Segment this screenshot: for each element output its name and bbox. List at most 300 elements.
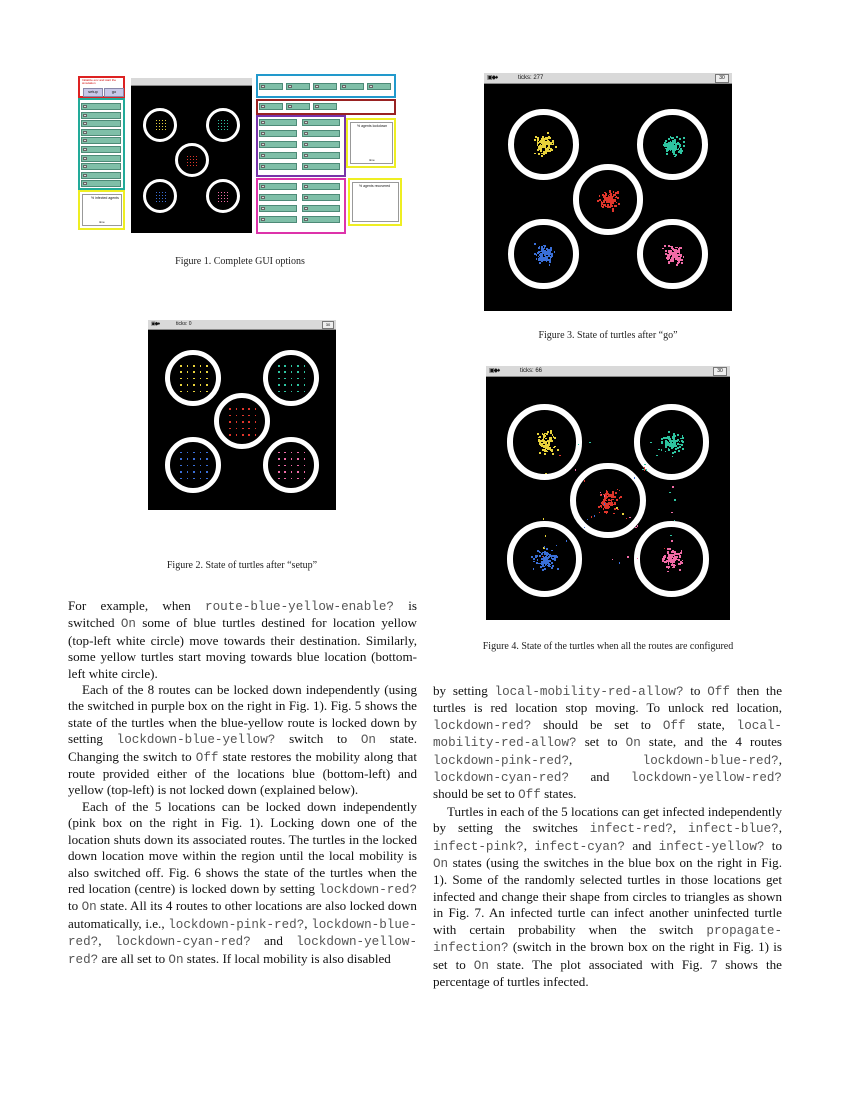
turtle-cyan — [218, 129, 219, 130]
turtle-pink — [668, 568, 670, 570]
turtle-red — [612, 491, 614, 493]
turtle-blue — [547, 250, 549, 252]
turtle-blue — [539, 262, 541, 264]
turtle-pink — [224, 192, 225, 193]
code-term: On — [433, 857, 449, 872]
view-controls-icon[interactable]: ▣◆♦ — [151, 321, 160, 327]
turtle-pink — [678, 258, 680, 260]
go-button[interactable]: go — [104, 88, 124, 97]
turtle-blue — [539, 563, 541, 565]
turtle-pink — [668, 257, 670, 259]
turtle-red — [187, 165, 188, 166]
turtle-pink — [674, 565, 676, 567]
turtle-yellow — [156, 120, 157, 121]
gui-switch[interactable] — [81, 120, 121, 127]
code-term: On — [120, 617, 136, 632]
gui-switch[interactable] — [302, 141, 340, 148]
lockdown-plot-title: % agents lockdown — [357, 124, 388, 128]
view-controls-icon[interactable]: ▣◆♦ — [489, 368, 500, 374]
turtle-yellow — [548, 150, 550, 152]
turtle-yellow — [180, 384, 182, 386]
turtle-blue — [619, 562, 621, 564]
turtle-pink — [673, 248, 675, 250]
turtle-cyan — [681, 440, 683, 442]
turtle-red — [609, 494, 611, 496]
turtle-pink — [665, 250, 667, 252]
turtle-blue — [539, 552, 541, 554]
turtle-blue — [187, 471, 189, 473]
turtle-blue — [180, 478, 182, 480]
gui-switch[interactable] — [259, 103, 283, 110]
turtle-cyan — [646, 469, 648, 471]
gui-switch[interactable] — [302, 163, 340, 170]
turtle-blue — [206, 471, 208, 473]
turtle-blue — [200, 471, 202, 473]
turtle-cyan — [663, 144, 665, 146]
gui-switch[interactable] — [259, 130, 297, 137]
turtle-blue — [544, 546, 546, 548]
turtle-cyan — [673, 143, 675, 145]
code-term: lockdown-blue-red? — [68, 917, 417, 950]
turtle-yellow — [180, 371, 182, 373]
turtle-cyan — [297, 365, 299, 367]
gui-switch[interactable] — [259, 205, 297, 212]
turtle-red — [591, 516, 593, 518]
turtle-pink — [221, 192, 222, 193]
turtle-blue — [162, 198, 163, 199]
turtle-red — [542, 556, 544, 558]
turtle-pink — [668, 245, 670, 247]
gui-switch[interactable] — [313, 83, 337, 90]
turtle-blue — [550, 560, 552, 562]
turtle-yellow — [539, 436, 541, 438]
turtle-yellow — [538, 147, 540, 149]
turtle-red — [620, 496, 622, 498]
gui-switch[interactable] — [81, 155, 121, 162]
gui-switch[interactable] — [81, 137, 121, 144]
turtle-yellow — [616, 507, 618, 509]
turtle-blue — [566, 540, 568, 542]
turtle-yellow — [539, 452, 541, 454]
turtle-pink — [667, 552, 669, 554]
turtle-cyan — [670, 535, 672, 537]
turtle-blue — [187, 458, 189, 460]
turtle-blue — [548, 563, 550, 565]
turtle-yellow — [162, 120, 163, 121]
turtle-red — [626, 518, 628, 520]
turtle-cyan — [672, 152, 674, 154]
turtle-blue — [541, 561, 543, 563]
turtle-cyan — [672, 145, 674, 147]
turtle-red — [611, 495, 613, 497]
turtle-cyan — [224, 123, 225, 124]
turtle-red — [601, 202, 603, 204]
gui-switch[interactable] — [81, 129, 121, 136]
turtle-red — [604, 192, 606, 194]
turtle-yellow — [549, 137, 551, 139]
turtle-pink — [668, 566, 670, 568]
gui-switch[interactable] — [286, 83, 310, 90]
turtle-blue — [634, 477, 636, 479]
turtle-blue — [193, 465, 195, 467]
gui-switch[interactable] — [81, 163, 121, 170]
turtle-pink — [664, 556, 666, 558]
turtle-yellow — [193, 365, 195, 367]
turtle-yellow — [541, 155, 543, 157]
turtle-red — [664, 548, 666, 550]
turtle-pink — [637, 525, 639, 527]
turtle-blue — [546, 256, 548, 258]
turtle-yellow — [534, 153, 536, 155]
turtle-red — [607, 202, 609, 204]
turtle-blue — [538, 251, 540, 253]
turtle-pink — [670, 261, 672, 263]
turtle-yellow — [540, 443, 542, 445]
turtle-yellow — [206, 378, 208, 380]
turtle-blue — [162, 195, 163, 196]
turtle-yellow — [180, 365, 182, 367]
turtle-pink — [670, 253, 672, 255]
gui-switch[interactable] — [286, 103, 310, 110]
gui-switch[interactable] — [81, 180, 121, 187]
turtle-cyan — [674, 442, 676, 444]
turtle-yellow — [193, 371, 195, 373]
turtle-red — [196, 156, 197, 157]
turtle-yellow — [557, 449, 559, 451]
turtle-cyan — [669, 492, 671, 494]
turtle-blue — [206, 452, 208, 454]
turtle-blue — [537, 559, 539, 561]
turtle-yellow — [187, 365, 189, 367]
turtle-red — [187, 159, 188, 160]
turtle-cyan — [221, 129, 222, 130]
turtle-cyan — [291, 378, 293, 380]
turtle-red — [599, 512, 601, 514]
turtle-pink — [297, 478, 299, 480]
turtle-yellow — [180, 378, 182, 380]
turtle-cyan — [278, 371, 280, 373]
gui-switch[interactable] — [340, 83, 364, 90]
turtle-yellow — [542, 146, 544, 148]
turtle-red — [229, 408, 231, 410]
turtle-blue — [200, 465, 202, 467]
turtle-blue — [159, 198, 160, 199]
turtle-yellow — [545, 149, 547, 151]
gui-switch[interactable] — [81, 146, 121, 153]
turtle-pink — [291, 458, 293, 460]
turtle-cyan — [291, 365, 293, 367]
turtle-blue — [180, 452, 182, 454]
figure-3-caption: Figure 3. State of turtles after “go” — [538, 330, 678, 341]
turtle-pink — [667, 256, 669, 258]
gui-switch[interactable] — [259, 216, 297, 223]
turtle-pink — [221, 198, 222, 199]
turtle-blue — [549, 261, 551, 263]
gui-switch[interactable] — [302, 119, 340, 126]
turtle-cyan — [682, 448, 684, 450]
turtle-blue — [165, 201, 166, 202]
turtle-yellow — [546, 451, 548, 453]
turtle-cyan — [677, 434, 679, 436]
gui-world-view — [131, 78, 252, 233]
turtle-cyan — [675, 141, 677, 143]
turtle-yellow — [545, 152, 547, 154]
turtle-yellow — [193, 378, 195, 380]
turtle-cyan — [227, 123, 228, 124]
turtle-cyan — [672, 436, 674, 438]
turtle-yellow — [537, 433, 539, 435]
code-term: lockdown-blue-yellow? — [116, 733, 276, 748]
turtle-red — [242, 415, 244, 417]
code-term: On — [473, 958, 489, 973]
turtle-blue — [187, 452, 189, 454]
turtle-red — [229, 434, 231, 436]
turtle-cyan — [673, 433, 675, 435]
gui-switch[interactable] — [302, 194, 340, 201]
turtle-cyan — [221, 123, 222, 124]
turtle-cyan — [304, 371, 306, 373]
gui-switch[interactable] — [302, 205, 340, 212]
turtle-yellow — [193, 384, 195, 386]
turtle-red — [248, 415, 250, 417]
turtle-pink — [627, 556, 629, 558]
turtle-blue — [200, 478, 202, 480]
turtle-cyan — [644, 464, 646, 466]
turtle-blue — [156, 201, 157, 202]
turtle-pink — [676, 258, 678, 260]
turtle-cyan — [218, 120, 219, 121]
turtle-pink — [675, 553, 677, 555]
turtle-red — [616, 499, 618, 501]
speed-field[interactable]: 30 — [713, 367, 727, 376]
gui-switch[interactable] — [81, 112, 121, 119]
turtle-pink — [667, 571, 669, 573]
turtle-yellow — [552, 140, 554, 142]
turtle-cyan — [297, 378, 299, 380]
gui-switch[interactable] — [259, 183, 297, 190]
turtle-red — [617, 489, 619, 491]
setup-go-box — [78, 76, 125, 98]
turtle-yellow — [165, 126, 166, 127]
turtle-red — [584, 480, 586, 482]
turtle-cyan — [683, 141, 685, 143]
turtle-blue — [546, 548, 548, 550]
turtle-yellow — [538, 153, 540, 155]
turtle-cyan — [227, 120, 228, 121]
turtle-yellow — [159, 129, 160, 130]
code-term: lockdown-red? — [433, 718, 532, 733]
turtle-pink — [680, 247, 682, 249]
gui-switch[interactable] — [81, 103, 121, 110]
turtle-cyan — [683, 137, 685, 139]
turtle-blue — [180, 458, 182, 460]
gui-switch[interactable] — [367, 83, 391, 90]
turtle-yellow — [544, 453, 546, 455]
turtle-red — [229, 428, 231, 430]
code-term: lockdown-yellow-red? — [68, 935, 418, 967]
turtle-yellow — [537, 142, 539, 144]
figure-4-world — [486, 366, 730, 620]
turtle-cyan — [674, 451, 676, 453]
turtle-blue — [159, 201, 160, 202]
code-term: propagate-infection? — [433, 923, 782, 956]
gui-switch[interactable] — [259, 119, 297, 126]
turtle-cyan — [656, 455, 658, 457]
turtle-red — [248, 434, 250, 436]
turtle-cyan — [668, 431, 670, 433]
turtle-cyan — [278, 384, 280, 386]
gui-switch[interactable] — [302, 152, 340, 159]
turtle-yellow — [206, 371, 208, 373]
gui-switch[interactable] — [302, 130, 340, 137]
turtle-pink — [218, 192, 219, 193]
turtle-cyan — [221, 120, 222, 121]
turtle-blue — [543, 561, 545, 563]
turtle-blue — [156, 195, 157, 196]
turtle-blue — [533, 558, 535, 560]
gui-switch[interactable] — [302, 183, 340, 190]
infected-plot-box — [78, 190, 125, 230]
turtle-pink — [304, 478, 306, 480]
turtle-blue — [594, 515, 596, 517]
turtle-yellow — [543, 518, 545, 520]
turtle-pink — [278, 478, 280, 480]
turtle-blue — [556, 556, 558, 558]
turtle-blue — [180, 471, 182, 473]
turtle-red — [610, 504, 612, 506]
lockdown-plot-box — [346, 118, 396, 168]
code-term: lockdown-pink-red? — [168, 917, 305, 932]
turtle-yellow — [187, 391, 189, 393]
figure-1-caption: Figure 1. Complete GUI options — [175, 256, 305, 267]
speed-field[interactable]: 30 — [715, 74, 729, 83]
turtle-yellow — [159, 120, 160, 121]
gui-switch[interactable] — [259, 163, 297, 170]
turtle-cyan — [681, 150, 683, 152]
turtle-blue — [584, 527, 586, 529]
gui-switch[interactable] — [302, 216, 340, 223]
turtle-pink — [218, 198, 219, 199]
gui-switch[interactable] — [259, 152, 297, 159]
turtle-red — [599, 195, 601, 197]
gui-switch[interactable] — [259, 141, 297, 148]
turtle-yellow — [545, 138, 547, 140]
turtle-pink — [284, 452, 286, 454]
turtle-pink — [637, 558, 639, 560]
turtle-cyan — [664, 142, 666, 144]
turtle-pink — [297, 452, 299, 454]
turtle-pink — [680, 552, 682, 554]
turtle-cyan — [677, 447, 679, 449]
turtle-red — [255, 434, 257, 436]
turtle-yellow — [547, 447, 549, 449]
gui-switch[interactable] — [313, 103, 337, 110]
turtle-red — [619, 490, 621, 492]
turtle-yellow — [551, 441, 553, 443]
turtle-red — [616, 205, 618, 207]
infected-plot — [82, 194, 122, 226]
mini-world-circles — [131, 85, 252, 233]
turtle-blue — [536, 562, 538, 564]
speed-field[interactable]: 30 — [322, 321, 334, 329]
setup-button[interactable]: setup — [83, 88, 103, 97]
turtle-blue — [543, 558, 545, 560]
view-controls-icon[interactable]: ▣◆♦ — [487, 75, 498, 81]
turtle-red — [605, 200, 607, 202]
turtle-red — [611, 197, 613, 199]
turtle-yellow — [554, 437, 556, 439]
turtle-cyan — [278, 378, 280, 380]
turtle-cyan — [284, 371, 286, 373]
turtle-yellow — [543, 439, 545, 441]
turtle-pink — [664, 245, 666, 247]
turtle-pink — [672, 567, 674, 569]
turtle-red — [618, 203, 620, 205]
turtle-cyan — [227, 126, 228, 127]
turtle-cyan — [676, 136, 678, 138]
turtle-red — [604, 498, 606, 500]
turtle-yellow — [206, 365, 208, 367]
turtle-pink — [671, 259, 673, 261]
turtle-pink — [662, 248, 664, 250]
turtle-red — [613, 195, 615, 197]
turtle-blue — [546, 561, 548, 563]
turtle-cyan — [679, 145, 681, 147]
turtle-blue — [193, 478, 195, 480]
turtle-pink — [679, 556, 681, 558]
turtle-yellow — [543, 434, 545, 436]
turtle-cyan — [284, 391, 286, 393]
turtle-blue — [193, 452, 195, 454]
turtle-pink — [304, 465, 306, 467]
turtle-pink — [284, 465, 286, 467]
figure-3-world — [484, 73, 732, 311]
code-term: Off — [707, 685, 730, 699]
gui-switch[interactable] — [259, 83, 283, 90]
turtle-yellow — [541, 142, 543, 144]
turtle-yellow — [156, 129, 157, 130]
turtle-cyan — [677, 439, 679, 441]
turtle-yellow — [622, 513, 624, 515]
figure-2-world — [148, 320, 336, 510]
code-term: infect-pink? — [433, 839, 524, 854]
turtle-red — [236, 434, 238, 436]
turtle-yellow — [552, 434, 554, 436]
gui-switch[interactable] — [259, 194, 297, 201]
turtle-red — [615, 192, 617, 194]
turtle-blue — [200, 458, 202, 460]
turtle-cyan — [661, 442, 663, 444]
turtle-pink — [278, 471, 280, 473]
turtle-red — [242, 421, 244, 423]
turtle-pink — [278, 465, 280, 467]
turtle-red — [248, 421, 250, 423]
turtle-cyan — [304, 378, 306, 380]
turtle-red — [193, 159, 194, 160]
turtle-blue — [541, 258, 543, 260]
turtle-blue — [541, 249, 543, 251]
turtle-yellow — [165, 123, 166, 124]
turtle-pink — [304, 471, 306, 473]
code-term: infect-cyan? — [534, 839, 626, 854]
gui-switch[interactable] — [81, 172, 121, 179]
mini-location-circle-red — [175, 143, 209, 177]
turtle-blue — [539, 254, 541, 256]
turtle-yellow — [553, 447, 555, 449]
turtle-yellow — [200, 391, 202, 393]
turtle-cyan — [278, 365, 280, 367]
turtle-red — [615, 199, 617, 201]
